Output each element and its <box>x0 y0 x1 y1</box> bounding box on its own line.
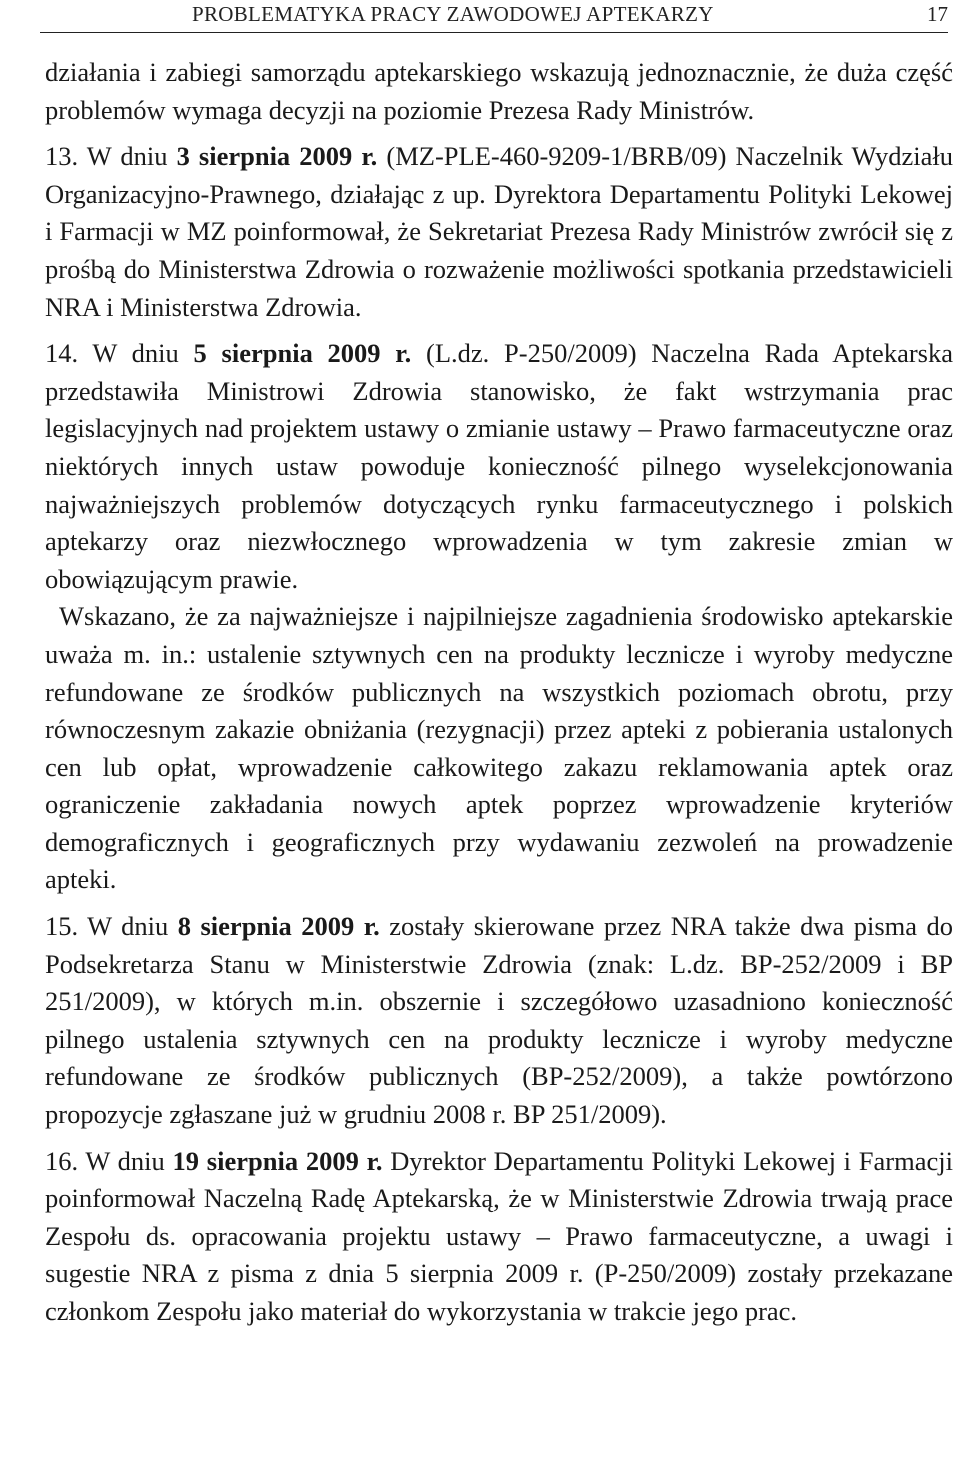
intro-paragraph: działania i zabiegi samorządu aptekarskiego wskazują jednoznacznie, że duża część problemów wymaga decyzji na poziomie Prezesa Rady Ministrów. <box>45 57 953 125</box>
list-item-15 <box>45 908 953 1134</box>
list-item-13 <box>45 138 953 326</box>
list-item-16 <box>45 1143 953 1331</box>
item-lead: W dniu <box>86 141 177 172</box>
item-14-continuation: Wskazano, że za najważniejsze i najpilniejsze zagadnienia środowisko aptekarskie uważa m. in.: ustalenie sztywnych cen na produkty lecznicze i wyroby medyczne refundowane ze środków publicznych na wszystkich poziomach obrotu, przy równoczesnym zakazie obniżania (rezygnacji) przez apteki z pobierania ustalonych cen lub opłat, wprowadzenie całkowitego zakazu reklamowania aptek oraz ograniczenie zakładania nowych aptek poprzez wprowadzenie kryteriów demograficznych i geograficznych przy wydawaniu zezwoleń na prowadzenie apteki. <box>45 601 953 895</box>
item-text: (L.dz. P-250/2009) Naczelna Rada Aptekarska przedstawiła Ministrowi Zdrowia stanowisko, że fakt wstrzymania prac legislacyjnych nad projektem ustawy o zmianie ustawy – Prawo farmaceutyczne oraz niektórych innych ustaw powoduje konieczność pilnego wyselekcjonowania najważniejszych problemów dotyczących rynku farmaceutycznego i polskich aptekarzy oraz niezwłocznego wprowadzenia w tym zakresie zmian w obowiązującym prawie. <box>45 338 953 594</box>
item-date: 19 sierpnia 2009 r. <box>172 1145 383 1176</box>
item-number: 15. <box>45 911 79 942</box>
item-text: (MZ-PLE-460-9209-1/BRB/09) Naczelnik Wydziału Organizacyjno-Prawnego, działając z up. Dyrektora Departamentu Polityki Lekowej i Farmacji w MZ poinformował, że Sekretariat Prezesa Rady Ministrów zwrócił się z prośbą do Ministerstwa Zdrowia o rozważenie możliwości spotkania przedstawicieli NRA i Ministerstwa Zdrowia. <box>45 141 953 322</box>
item-text: zostały skierowane przez NRA także dwa pisma do Podsekretarza Stanu w Ministerstwie Zdrowia (znak: L.dz. BP-252/2009 i BP 251/2009), w których m.in. obszernie i szczegółowo uzasadniono konieczność pilnego ustalenia sztywnych cen na produkty lecznicze i wyroby medyczne refundowane ze środków publicznych (BP-252/2009), a także powtórzono propozycje zgłaszane już w grudniu 2008 r. BP 251/2009). <box>45 911 954 1130</box>
item-lead: W dniu <box>87 911 178 942</box>
item-lead: W dniu <box>92 338 194 369</box>
item-number: 13. <box>45 141 79 172</box>
running-header <box>40 0 948 33</box>
document-body <box>45 54 953 1331</box>
item-number: 14. <box>45 338 79 369</box>
item-lead: W dniu <box>85 1145 173 1176</box>
list-item-14 <box>45 335 953 598</box>
header-title: PROBLEMATYKA PRACY ZAWODOWEJ APTEKARZY <box>192 2 714 26</box>
item-date: 3 sierpnia 2009 r. <box>176 141 378 172</box>
item-date: 8 sierpnia 2009 r. <box>177 911 380 942</box>
item-date: 5 sierpnia 2009 r. <box>193 338 412 369</box>
item-text: Dyrektor Departamentu Polityki Lekowej i Farmacji poinformował Naczelną Radę Aptekarską, że w Ministerstwie Zdrowia trwają prace Zespołu ds. opracowania projektu ustawy – Prawo farmaceutyczne, a uwagi i sugestie NRA z pisma z dnia 5 sierpnia 2009 r. (P-250/2009) zostały przekazane członkom Zespołu jako materiał do wykorzystania w trakcie jego prac. <box>45 1145 953 1326</box>
page-number: 17 <box>927 2 948 26</box>
item-number: 16. <box>45 1145 79 1176</box>
